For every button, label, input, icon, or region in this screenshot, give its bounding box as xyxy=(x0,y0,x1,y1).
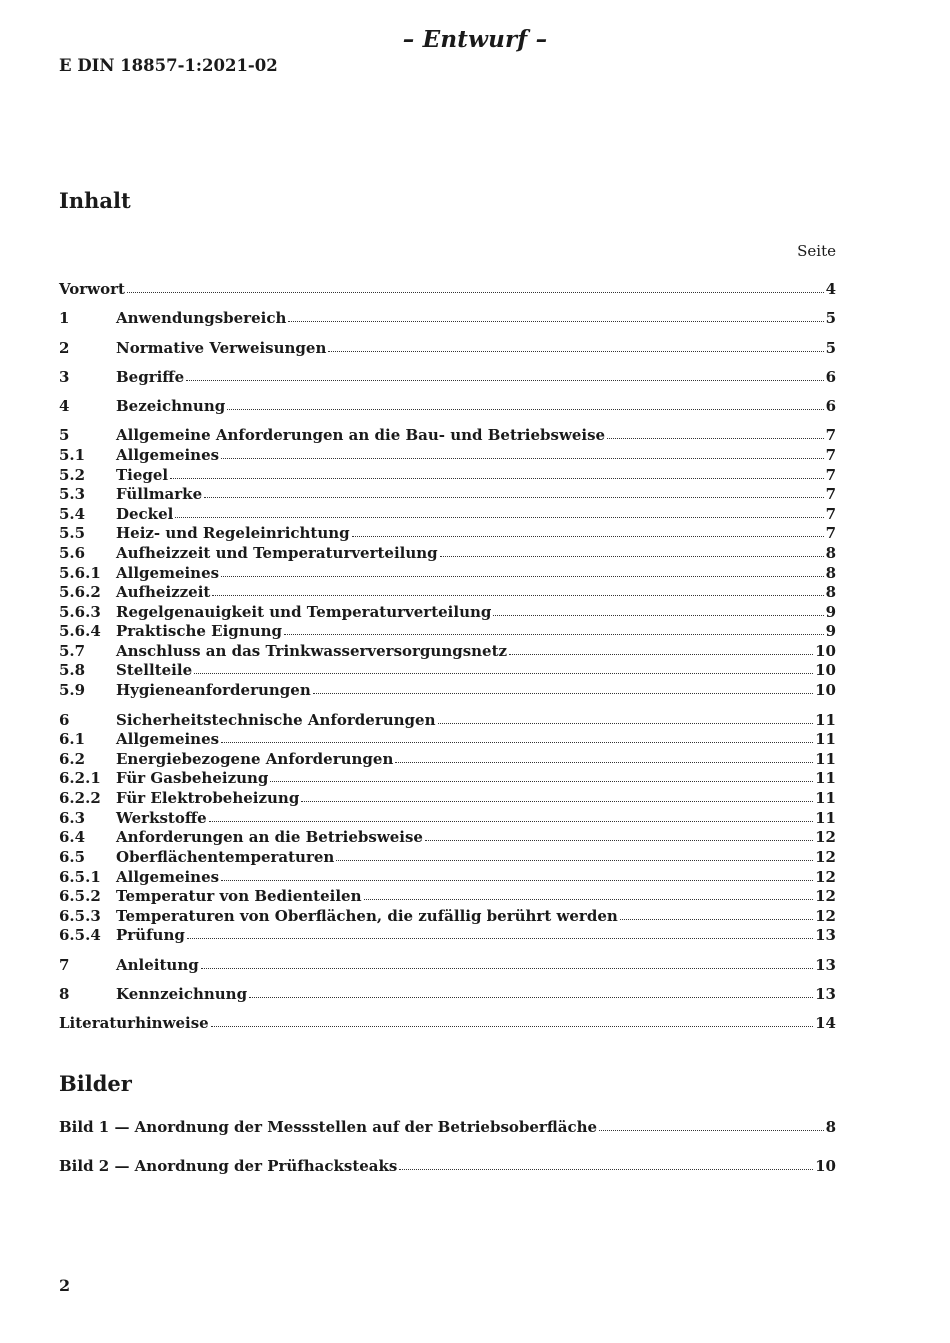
toc-entry-page: 10 xyxy=(815,681,836,699)
toc-entry-page: 11 xyxy=(815,769,836,787)
toc-entry-page: 7 xyxy=(825,505,836,523)
dot-leader xyxy=(187,937,813,939)
dot-leader xyxy=(186,379,823,381)
toc-entry-title: Prüfung xyxy=(116,926,185,944)
toc-entry-title: Für Gasbeheizung xyxy=(116,769,269,787)
toc-entry-title: Stellteile xyxy=(116,661,193,679)
toc-entry[interactable] xyxy=(59,563,836,583)
toc-entry-page: 5 xyxy=(825,309,836,327)
toc-entry-number: 5.1 xyxy=(59,446,86,464)
dot-leader xyxy=(221,575,823,577)
toc-entry-number: 6.2 xyxy=(59,750,86,768)
figure-entry-title: Bild 1 — Anordnung der Messstellen auf der Betriebsoberfläche xyxy=(59,1118,598,1136)
figure-entry-page: 8 xyxy=(825,1118,836,1136)
dot-leader xyxy=(175,516,823,518)
toc-entry[interactable] xyxy=(59,847,836,867)
toc-entry[interactable] xyxy=(59,749,836,769)
figure-entry[interactable] xyxy=(59,1156,836,1176)
toc-entry[interactable] xyxy=(59,543,836,563)
toc-entry[interactable] xyxy=(59,504,836,524)
toc-entry[interactable] xyxy=(59,425,836,445)
toc-entry[interactable] xyxy=(59,886,836,906)
toc-entry-title: Allgemeines xyxy=(116,730,220,748)
toc-entry-page: 13 xyxy=(815,985,836,1003)
dot-leader xyxy=(509,653,813,655)
dot-leader xyxy=(438,722,814,724)
figure-entry[interactable] xyxy=(59,1117,836,1137)
toc-entry-title: Für Elektrobeheizung xyxy=(116,789,300,807)
toc-entry-number: 5.6.2 xyxy=(59,583,101,601)
dot-leader xyxy=(395,761,813,763)
toc-entry-number: 8 xyxy=(59,985,70,1003)
toc-entry-page: 6 xyxy=(825,368,836,386)
toc-entry-page: 6 xyxy=(825,397,836,415)
dot-leader xyxy=(249,996,813,998)
toc-entry-number: 5.8 xyxy=(59,661,86,679)
toc-entry-title: Aufheizzeit xyxy=(116,583,211,601)
toc-entry-page: 12 xyxy=(815,887,836,905)
dot-leader xyxy=(170,477,823,479)
figure-entry-page: 10 xyxy=(815,1157,836,1175)
toc-entry[interactable] xyxy=(59,955,836,975)
dot-leader xyxy=(313,692,813,694)
toc-entry-number: 5.9 xyxy=(59,681,86,699)
toc-heading: Inhalt xyxy=(59,188,131,213)
toc-entry-title: Bezeichnung xyxy=(116,397,226,415)
toc-entry-page: 7 xyxy=(825,446,836,464)
toc-entry-number: 5.6.1 xyxy=(59,564,101,582)
dot-leader xyxy=(599,1129,824,1131)
toc-entry[interactable] xyxy=(59,396,836,416)
toc-entry-page: 11 xyxy=(815,809,836,827)
toc-entry-page: 7 xyxy=(825,466,836,484)
toc-entry-page: 7 xyxy=(825,524,836,542)
dot-leader xyxy=(127,291,824,293)
toc-entry-number: 5.6 xyxy=(59,544,86,562)
toc-entry-number: 7 xyxy=(59,956,70,974)
toc-entry-title: Anschluss an das Trinkwasserversorgungsnetz xyxy=(116,642,508,660)
toc-entry[interactable] xyxy=(59,523,836,543)
toc-entry-page: 9 xyxy=(825,622,836,640)
toc-entry-page: 10 xyxy=(815,642,836,660)
dot-leader xyxy=(204,496,823,498)
dot-leader xyxy=(227,408,823,410)
toc-entry-page: 11 xyxy=(815,730,836,748)
toc-entry-number: 3 xyxy=(59,368,70,386)
toc-entry[interactable] xyxy=(59,788,836,808)
dot-leader xyxy=(425,839,813,841)
toc-entry-title: Anwendungsbereich xyxy=(116,309,287,327)
toc-entry[interactable] xyxy=(59,602,836,622)
toc-entry[interactable] xyxy=(59,641,836,661)
dot-leader xyxy=(440,555,824,557)
toc-entry[interactable] xyxy=(59,484,836,504)
dot-leader xyxy=(607,437,823,439)
toc-entry[interactable] xyxy=(59,338,836,358)
toc-entry[interactable] xyxy=(59,367,836,387)
toc-entry-title: Oberflächentemperaturen xyxy=(116,848,335,866)
toc-entry-title: Allgemeines xyxy=(116,868,220,886)
toc-entry-title: Heiz- und Regeleinrichtung xyxy=(116,524,350,542)
toc-entry[interactable] xyxy=(59,1013,836,1033)
page-number: 2 xyxy=(59,1276,71,1295)
figure-entry-title: Bild 2 — Anordnung der Prüfhacksteaks xyxy=(59,1157,398,1175)
toc-entry[interactable] xyxy=(59,621,836,641)
toc-entry-title: Literaturhinweise xyxy=(59,1014,209,1032)
toc-entry[interactable] xyxy=(59,582,836,602)
toc-entry-page: 8 xyxy=(825,564,836,582)
toc-entry-page: 4 xyxy=(825,280,836,298)
toc-entry-page: 11 xyxy=(815,711,836,729)
toc-entry-page: 8 xyxy=(825,583,836,601)
toc-entry-title: Anforderungen an die Betriebsweise xyxy=(116,828,423,846)
toc-entry-title: Allgemeine Anforderungen an die Bau- und Betriebsweise xyxy=(116,426,606,444)
toc-entry-number: 4 xyxy=(59,397,70,415)
toc-entry-number: 6.5.4 xyxy=(59,926,101,944)
toc-entry-title: Normative Verweisungen xyxy=(116,339,327,357)
dot-leader xyxy=(493,614,823,616)
dot-leader xyxy=(270,780,813,782)
toc-entry-number: 5.2 xyxy=(59,466,86,484)
toc-entry[interactable] xyxy=(59,279,836,299)
toc-entry-page: 13 xyxy=(815,926,836,944)
dot-leader xyxy=(284,633,824,635)
toc-entry[interactable] xyxy=(59,308,836,328)
toc-entry-title: Vorwort xyxy=(59,280,125,298)
draft-label: – Entwurf – xyxy=(402,26,548,53)
toc-entry-number: 6.1 xyxy=(59,730,86,748)
toc-entry-title: Energiebezogene Anforderungen xyxy=(116,750,394,768)
toc-entry[interactable] xyxy=(59,680,836,700)
toc-entry-number: 5.3 xyxy=(59,485,86,503)
toc-entry-page: 10 xyxy=(815,661,836,679)
toc-entry[interactable] xyxy=(59,808,836,828)
toc-entry-page: 13 xyxy=(815,956,836,974)
toc-entry-title: Temperaturen von Oberflächen, die zufällig berührt werden xyxy=(116,907,618,925)
dot-leader xyxy=(201,967,813,969)
toc-entry-title: Anleitung xyxy=(116,956,199,974)
toc-entry-title: Tiegel xyxy=(116,466,169,484)
toc-entry-number: 5.7 xyxy=(59,642,86,660)
dot-leader xyxy=(399,1168,813,1170)
toc-entry-number: 5.4 xyxy=(59,505,86,523)
toc-entry[interactable] xyxy=(59,906,836,926)
toc-entry-title: Allgemeines xyxy=(116,446,220,464)
toc-entry[interactable] xyxy=(59,445,836,465)
toc-entry-page: 12 xyxy=(815,828,836,846)
toc-entry[interactable] xyxy=(59,827,836,847)
toc-entry-page: 11 xyxy=(815,789,836,807)
figures-heading: Bilder xyxy=(59,1071,132,1096)
toc-entry-title: Deckel xyxy=(116,505,174,523)
dot-leader xyxy=(221,879,813,881)
toc-entry-page: 12 xyxy=(815,868,836,886)
toc-entry-number: 6.4 xyxy=(59,828,86,846)
dot-leader xyxy=(212,594,823,596)
toc-entry-page: 8 xyxy=(825,544,836,562)
toc-entry[interactable] xyxy=(59,768,836,788)
dot-leader xyxy=(288,320,823,322)
toc-entry-title: Aufheizzeit und Temperaturverteilung xyxy=(116,544,438,562)
document-id: E DIN 18857-1:2021-02 xyxy=(59,56,278,75)
toc-entry[interactable] xyxy=(59,925,836,945)
toc-entry[interactable] xyxy=(59,465,836,485)
toc-entry-number: 5.5 xyxy=(59,524,86,542)
toc-entry-number: 5.6.3 xyxy=(59,603,101,621)
toc-entry-title: Werkstoffe xyxy=(116,809,207,827)
toc-entry-title: Praktische Eignung xyxy=(116,622,282,640)
toc-entry-page: 14 xyxy=(815,1014,836,1032)
toc-entry-number: 6.3 xyxy=(59,809,86,827)
dot-leader xyxy=(209,820,813,822)
dot-leader xyxy=(194,672,813,674)
toc-entry-title: Regelgenauigkeit und Temperaturverteilung xyxy=(116,603,492,621)
toc-entry-title: Kennzeichnung xyxy=(116,985,248,1003)
dot-leader xyxy=(211,1025,813,1027)
toc-entry-page: 11 xyxy=(815,750,836,768)
toc-entry[interactable] xyxy=(59,729,836,749)
toc-entry-page: 12 xyxy=(815,848,836,866)
toc-entry-number: 6.5.2 xyxy=(59,887,101,905)
toc-entry[interactable] xyxy=(59,660,836,680)
toc-entry-title: Hygieneanforderungen xyxy=(116,681,311,699)
toc-entry[interactable] xyxy=(59,984,836,1004)
toc-entry-number: 5.6.4 xyxy=(59,622,101,640)
dot-leader xyxy=(364,898,814,900)
toc-entry-title: Füllmarke xyxy=(116,485,203,503)
toc-entry-page: 7 xyxy=(825,426,836,444)
toc-entry-page: 12 xyxy=(815,907,836,925)
dot-leader xyxy=(221,457,823,459)
dot-leader xyxy=(352,535,824,537)
toc-entry-page: 9 xyxy=(825,603,836,621)
toc-entry-title: Allgemeines xyxy=(116,564,220,582)
toc-entry-title: Sicherheitstechnische Anforderungen xyxy=(116,711,436,729)
toc-entry[interactable] xyxy=(59,710,836,730)
toc-entry-number: 6.2.1 xyxy=(59,769,101,787)
toc-entry-number: 6.2.2 xyxy=(59,789,101,807)
toc-entry-number: 6.5 xyxy=(59,848,86,866)
toc-entry-number: 6.5.3 xyxy=(59,907,101,925)
page-column-label: Seite xyxy=(797,242,836,260)
toc-entry-number: 2 xyxy=(59,339,70,357)
dot-leader xyxy=(301,800,813,802)
toc-entry-number: 1 xyxy=(59,309,70,327)
toc-entry-title: Begriffe xyxy=(116,368,185,386)
toc-entry-number: 5 xyxy=(59,426,70,444)
toc-entry-number: 6 xyxy=(59,711,70,729)
dot-leader xyxy=(336,859,813,861)
toc-entry-number: 6.5.1 xyxy=(59,868,101,886)
toc-entry-page: 5 xyxy=(825,339,836,357)
toc-entry-page: 7 xyxy=(825,485,836,503)
dot-leader xyxy=(620,918,813,920)
dot-leader xyxy=(328,350,823,352)
dot-leader xyxy=(221,741,813,743)
toc-entry[interactable] xyxy=(59,867,836,887)
toc-entry-title: Temperatur von Bedienteilen xyxy=(116,887,362,905)
